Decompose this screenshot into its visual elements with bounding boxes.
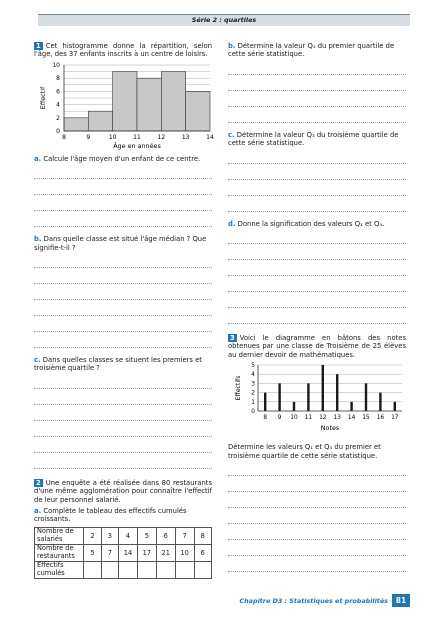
- y-axis-label: Effectifs: [235, 375, 242, 401]
- cumulative-input-cell[interactable]: [194, 561, 211, 578]
- ex2-number: 2: [36, 478, 41, 487]
- ex1-question-f: [228, 220, 406, 228]
- ex3-question-text: Détermine les valeurs Q₁ et Q₃ du premier et troisième quartile de cette série statistique.: [228, 443, 381, 460]
- grade-bar: [336, 374, 338, 411]
- y-tick-label: 4: [251, 372, 255, 379]
- y-tick-label: 3: [251, 381, 255, 388]
- y-tick-label: 1: [251, 400, 255, 407]
- qf-text: Donne la signification des valeurs Q₁ et Q₃.: [237, 219, 385, 228]
- x-tick-label: 15: [362, 415, 370, 422]
- table-cell: 2: [84, 527, 101, 544]
- y-tick-label: 0: [251, 409, 255, 416]
- table-row: [35, 544, 212, 561]
- grade-bar: [293, 402, 295, 411]
- age-histogram: [34, 61, 212, 153]
- table-cell: 17: [137, 544, 156, 561]
- grade-bar: [322, 365, 324, 411]
- ex2-question-a: [34, 507, 212, 524]
- x-tick-label: 16: [376, 415, 385, 422]
- y-tick-label: 2: [251, 390, 255, 397]
- ex1-intro-text: Cet histogramme donne la répartition, selon l'âge, des 37 enfants inscrits à un centre de loisirs.: [34, 42, 212, 59]
- ex1-question-c: [34, 356, 212, 373]
- table-cell: 4: [119, 527, 138, 544]
- x-tick-label: 10: [108, 133, 117, 141]
- table-cell: 21: [156, 544, 175, 561]
- table-cell: 3: [101, 527, 118, 544]
- x-tick-label: 14: [206, 133, 214, 141]
- qa-text: Calcule l'âge moyen d'un enfant de ce centre.: [43, 154, 201, 163]
- qa-label: a.: [34, 154, 42, 163]
- x-tick-label: 8: [62, 133, 66, 141]
- answer-lines-ex3[interactable]: [228, 460, 406, 572]
- qc-label: c.: [34, 356, 41, 365]
- cumulative-input-cell[interactable]: [84, 561, 101, 578]
- ex2-intro-text: Une enquête a été réalisée dans 80 restaurants d'une même agglomération pour connaître l'effectif de leur personnel salarié.: [34, 478, 212, 504]
- x-axis-label: Notes: [320, 424, 340, 433]
- cumulative-input-cell[interactable]: [119, 561, 138, 578]
- ex3-intro-text: Voici le diagramme en bâtons des notes obtenues par une classe de Troisième de 25 élèves au dernier devoir de mathématiques.: [228, 334, 406, 359]
- ex1-question-e: [228, 131, 406, 148]
- left-column: [34, 42, 212, 579]
- cumulative-table: [34, 527, 212, 579]
- grade-bar: [278, 384, 280, 412]
- qd-label: b.: [228, 42, 236, 50]
- table-cell: 5: [137, 527, 156, 544]
- y-tick-label: 6: [56, 88, 60, 96]
- qd-text: Détermine la valeur Q₁ du premier quartile de cette série statistique.: [228, 42, 395, 59]
- table-cell: 8: [194, 527, 211, 544]
- histogram-bar: [186, 91, 210, 131]
- cumulative-input-cell[interactable]: [175, 561, 194, 578]
- y-tick-label: 5: [251, 363, 255, 370]
- answer-lines-e[interactable]: [228, 148, 406, 212]
- x-tick-label: 9: [86, 133, 91, 141]
- page-number: 81: [392, 594, 410, 607]
- table-row-header: Nombre de restaurants: [35, 544, 84, 561]
- series-header: Série 2 : quartiles: [38, 14, 410, 26]
- histogram-bar: [137, 78, 161, 131]
- ex2-qa-text: Complète le tableau des effectifs cumulés croissants.: [34, 507, 187, 524]
- table-cell: 5: [84, 544, 101, 561]
- answer-lines-f[interactable]: [228, 228, 406, 324]
- ex2-intro: [34, 479, 212, 504]
- x-tick-label: 9: [277, 415, 282, 422]
- cumulative-input-cell[interactable]: [101, 561, 118, 578]
- grade-bar: [350, 402, 352, 411]
- ex3-question: [228, 443, 406, 460]
- qe-label: c.: [228, 130, 235, 139]
- x-tick-label: 10: [290, 415, 298, 422]
- qb-text: Dans quelle classe est situé l'âge médian ? Que signifie-t-il ?: [34, 235, 207, 252]
- qb-label: b.: [34, 235, 42, 244]
- histogram-bar: [64, 118, 88, 131]
- y-tick-label: 8: [56, 75, 60, 83]
- y-tick-label: 2: [56, 114, 60, 122]
- ex3-intro: [228, 334, 406, 359]
- histogram-bar: [161, 71, 185, 130]
- x-tick-label: 14: [347, 415, 356, 422]
- y-tick-label: 4: [56, 101, 60, 109]
- table-row-header: Effectifs cumulés: [35, 561, 84, 578]
- grade-bar: [264, 393, 266, 411]
- table-cell: 6: [156, 527, 175, 544]
- y-tick-label: 10: [52, 61, 60, 69]
- answer-lines-c[interactable]: [34, 373, 212, 469]
- table-cell: 14: [119, 544, 138, 561]
- cumulative-input-cell[interactable]: [137, 561, 156, 578]
- qe-text: Détermine la valeur Q₃ du troisième quartile de cette série statistique.: [228, 130, 399, 148]
- ex1-number: 1: [36, 42, 41, 50]
- ex2-qa-label: a.: [34, 507, 42, 516]
- x-tick-label: 13: [333, 415, 341, 422]
- x-tick-label: 8: [263, 415, 268, 422]
- grade-bar: [365, 384, 367, 412]
- table-cell: 6: [194, 544, 211, 561]
- cumulative-input-cell[interactable]: [156, 561, 175, 578]
- right-column: [228, 42, 406, 572]
- table-cell: 7: [101, 544, 118, 561]
- table-cell: 10: [175, 544, 194, 561]
- x-axis-label: Âge en années: [113, 141, 161, 150]
- ex1-question-a: [34, 155, 212, 163]
- x-tick-label: 13: [181, 133, 190, 141]
- table-row: [35, 527, 212, 544]
- x-tick-label: 11: [304, 415, 313, 422]
- ex1-question-d: [228, 42, 406, 59]
- x-tick-label: 12: [157, 133, 166, 141]
- table-row: [35, 561, 212, 578]
- answer-lines-a[interactable]: [34, 163, 212, 227]
- qc-text: Dans quelles classes se situent les premiers et troisième quartile ?: [34, 356, 202, 373]
- y-tick-label: 0: [56, 127, 60, 135]
- grade-bar: [307, 384, 309, 412]
- table-row-header: Nombre de salariés: [35, 527, 84, 544]
- x-tick-label: 17: [391, 415, 399, 422]
- x-tick-label: 12: [319, 415, 327, 422]
- grades-bar-chart: [228, 361, 406, 435]
- table-cell: 7: [175, 527, 194, 544]
- ex1-intro: [34, 42, 212, 59]
- histogram-bar: [113, 71, 137, 130]
- chapter-footer: Chapitre D3 : Statistiques et probabilités: [239, 597, 388, 605]
- answer-lines-d[interactable]: [228, 59, 406, 123]
- x-tick-label: 11: [133, 133, 141, 141]
- ex3-number: 3: [230, 334, 235, 343]
- grade-bar: [379, 393, 381, 411]
- histogram-bar: [88, 111, 112, 131]
- answer-lines-b[interactable]: [34, 252, 212, 348]
- ex1-question-b: [34, 235, 212, 252]
- y-axis-label: Effectif: [39, 86, 47, 110]
- qf-label: d.: [228, 219, 236, 228]
- grade-bar: [394, 402, 396, 411]
